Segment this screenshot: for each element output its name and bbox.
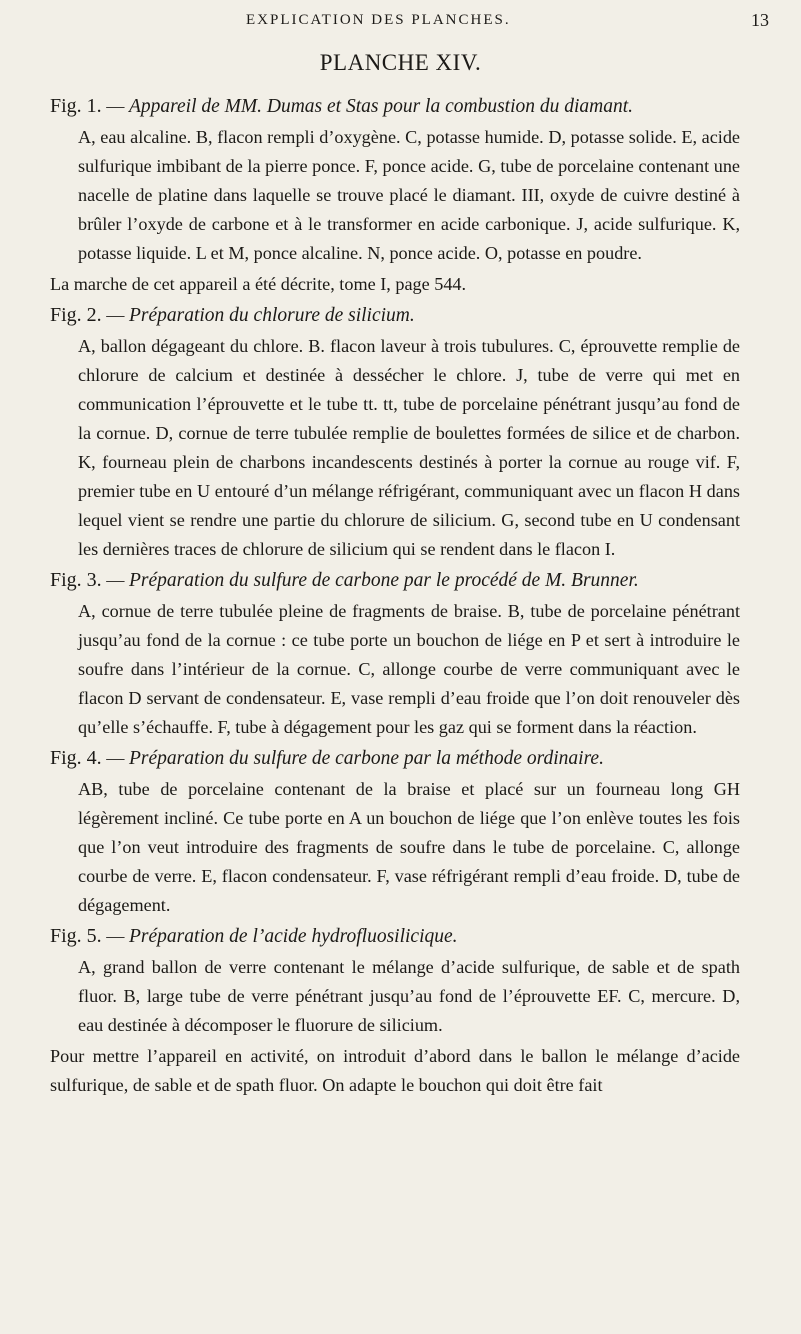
figure-title: Préparation du sulfure de carbone par la méthode ordinaire. <box>128 748 604 769</box>
figure-title: Préparation du chlorure de silicium. <box>128 305 415 326</box>
figure-description: A, grand ballon de verre contenant le mélange d’acide sulfurique, de sable et de spath fluor. B, large tube de verre pénétrant jusqu’au fond de l’éprouvette EF. C, mercure. D, eau destinée à décomposer le fluorure de silicium. <box>78 957 740 1035</box>
figure-description: A, eau alcaline. B, flacon rempli d’oxygène. C, potasse humide. D, potasse solide. E, acide sulfurique imbibant de la pierre ponce. F, ponce acide. G, tube de porcelaine contenant une nacelle de platine dans laquelle se trouve placé le diamant. III, oxyde de cuivre destiné à brûler l’oxyde de carbone et à le transformer en acide carbonique. J, acide sulfurique. K, potasse liquide. L et M, ponce alcaline. N, ponce acide. O, potasse en poudre. <box>78 127 740 263</box>
figure-description: A, cornue de terre tubulée pleine de fragments de braise. B, tube de porcelaine pénétrant jusqu’au fond de la cornue : ce tube porte un bouchon de liége en P et sert à introduire le soufre dans l’intérieur de la cornue. C, allonge courbe de verre communiquant avec le flacon D servant de condensateur. E, vase rempli d’eau froide que l’on doit renouveler dès qu’elle s’échauffe. F, tube à dégagement pour les gaz qui se forment dans la réaction. <box>78 601 740 737</box>
running-title: EXPLICATION DES PLANCHES. <box>246 12 511 28</box>
figure-label: Fig. 2. <box>50 304 102 326</box>
figure-2-entry <box>50 301 740 564</box>
figure-note: La marche de cet appareil a été décrite, tome I, page 544. <box>50 274 467 294</box>
figure-title: Appareil de MM. Dumas et Stas pour la combustion du diamant. <box>128 96 634 117</box>
figure-heading: Fig. 4. — Préparation du sulfure de carbone par la méthode ordinaire. <box>50 747 604 769</box>
figure-label: Fig. 5. <box>50 925 102 947</box>
figure-4-entry <box>50 744 740 920</box>
figure-note: Pour mettre l’appareil en activité, on introduit d’abord dans le ballon le mélange d’acide sulfurique, de sable et de spath fluor. On adapte le bouchon qui doit être fait <box>50 1046 740 1095</box>
figure-label: Fig. 1. <box>50 95 102 117</box>
figure-heading: Fig. 1. — Appareil de MM. Dumas et Stas pour la combustion du diamant. <box>50 95 634 117</box>
figure-description: A, ballon dégageant du chlore. B. flacon laveur à trois tubulures. C, éprouvette remplie de chlorure de calcium et destinée à dessécher le chlore. J, tube de verre qui met en communication l’éprouvette et le tube tt. tt, tube de porcelaine pénétrant jusqu’au fond de la cornue. D, cornue de terre tubulée remplie de boulettes formées de silice et de charbon. K, fourneau plein de charbons incandescents destinés à porter la cornue au rouge vif. F, premier tube en U entouré d’un mélange réfrigérant, communiquant avec un flacon H dans lequel vient se rendre une partie du chlorure de silicium. G, second tube en U condensant les dernières traces de chlorure de silicium qui se rendent dans le flacon I. <box>78 336 740 559</box>
figure-label: Fig. 3. <box>50 569 102 591</box>
figure-title: Préparation de l’acide hydrofluosilicique. <box>128 926 458 947</box>
figure-heading: Fig. 5. — Préparation de l’acide hydrofluosilicique. <box>50 925 458 947</box>
figure-description: AB, tube de porcelaine contenant de la braise et placé sur un fourneau long GH légèrement incliné. Ce tube porte en A un bouchon de liége que l’on enlève toutes les fois que l’on veut introduire des fragments de soufre dans le tube de porcelaine. C, allonge courbe de verre. E, flacon condensateur. F, vase réfrigérant rempli d’eau froide. D, tube de dégagement. <box>78 779 740 915</box>
figure-title: Préparation du sulfure de carbone par le procédé de M. Brunner. <box>128 570 639 591</box>
figure-3-entry <box>50 566 740 742</box>
figure-heading: Fig. 3. — Préparation du sulfure de carbone par le procédé de M. Brunner. <box>50 569 639 591</box>
plate-title: PLANCHE XIV. <box>319 50 482 75</box>
figure-5-entry <box>50 922 740 1100</box>
figure-heading: Fig. 2. — Préparation du chlorure de silicium. <box>50 304 415 326</box>
figure-1-entry <box>50 92 740 299</box>
page-number: 13 <box>751 10 769 30</box>
figure-label: Fig. 4. <box>50 747 102 769</box>
figure-explanations <box>50 92 740 1102</box>
running-head <box>0 8 801 36</box>
